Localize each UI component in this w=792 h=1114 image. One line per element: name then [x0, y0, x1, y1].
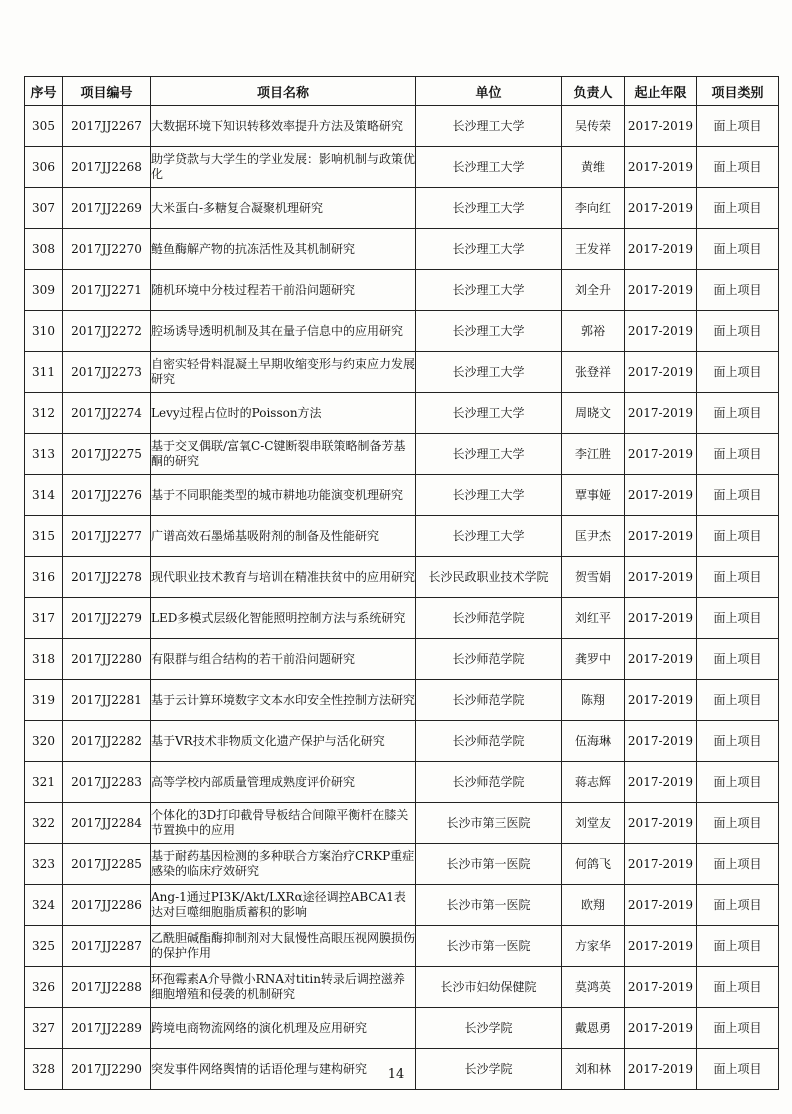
table-row: [25, 229, 779, 270]
project-unit: 长沙理工大学: [416, 434, 562, 475]
project-unit: 长沙理工大学: [416, 311, 562, 352]
project-code: 2017JJ2273: [63, 352, 151, 393]
project-leader: 王发祥: [562, 229, 625, 270]
row-number: 312: [25, 393, 63, 434]
row-number: 309: [25, 270, 63, 311]
table-row: [25, 926, 779, 967]
project-years: 2017-2019: [625, 557, 697, 598]
project-category: 面上项目: [697, 598, 779, 639]
project-name: 基于VR技术非物质文化遗产保护与活化研究: [151, 721, 416, 762]
project-name: 鲢鱼酶解产物的抗冻活性及其机制研究: [151, 229, 416, 270]
project-category: 面上项目: [697, 311, 779, 352]
project-years: 2017-2019: [625, 516, 697, 557]
project-unit: 长沙师范学院: [416, 680, 562, 721]
project-leader: 吴传荣: [562, 106, 625, 147]
project-code: 2017JJ2282: [63, 721, 151, 762]
project-leader: 伍海琳: [562, 721, 625, 762]
project-category: 面上项目: [697, 762, 779, 803]
table-row: [25, 434, 779, 475]
project-code: 2017JJ2269: [63, 188, 151, 229]
table-row: [25, 721, 779, 762]
project-leader: 刘全升: [562, 270, 625, 311]
project-category: 面上项目: [697, 229, 779, 270]
project-category: 面上项目: [697, 680, 779, 721]
row-number: 308: [25, 229, 63, 270]
project-leader: 匡尹杰: [562, 516, 625, 557]
project-category: 面上项目: [697, 352, 779, 393]
project-code: 2017JJ2286: [63, 885, 151, 926]
project-name: 助学贷款与大学生的学业发展：影响机制与政策优化: [151, 147, 416, 188]
project-category: 面上项目: [697, 1008, 779, 1049]
table-row: [25, 967, 779, 1008]
project-unit: 长沙理工大学: [416, 229, 562, 270]
project-code: 2017JJ2280: [63, 639, 151, 680]
project-code: 2017JJ2268: [63, 147, 151, 188]
project-name: 基于耐药基因检测的多种联合方案治疗CRKP重症感染的临床疗效研究: [151, 844, 416, 885]
project-unit: 长沙民政职业技术学院: [416, 557, 562, 598]
project-code: 2017JJ2287: [63, 926, 151, 967]
project-unit: 长沙理工大学: [416, 270, 562, 311]
project-unit: 长沙师范学院: [416, 721, 562, 762]
project-category: 面上项目: [697, 844, 779, 885]
row-number: 321: [25, 762, 63, 803]
project-unit: 长沙市妇幼保健院: [416, 967, 562, 1008]
row-number: 307: [25, 188, 63, 229]
row-number: 328: [25, 1049, 63, 1090]
row-number: 310: [25, 311, 63, 352]
row-number: 323: [25, 844, 63, 885]
project-unit: 长沙理工大学: [416, 352, 562, 393]
project-years: 2017-2019: [625, 188, 697, 229]
table-row: [25, 803, 779, 844]
row-number: 327: [25, 1008, 63, 1049]
project-table-container: [24, 76, 779, 1090]
table-row: [25, 188, 779, 229]
project-leader: 戴恩勇: [562, 1008, 625, 1049]
table-row: [25, 352, 779, 393]
project-name: Ang-1通过PI3K/Akt/LXRα途径调控ABCA1表达对巨噬细胞脂质蓄积的影响: [151, 885, 416, 926]
project-name: 基于云计算环境数字文本水印安全性控制方法研究: [151, 680, 416, 721]
project-years: 2017-2019: [625, 885, 697, 926]
project-leader: 刘和林: [562, 1049, 625, 1090]
project-category: 面上项目: [697, 967, 779, 1008]
header-code: 项目编号: [63, 77, 151, 106]
project-leader: 莫鸿英: [562, 967, 625, 1008]
row-number: 311: [25, 352, 63, 393]
project-category: 面上项目: [697, 516, 779, 557]
project-code: 2017JJ2290: [63, 1049, 151, 1090]
project-code: 2017JJ2277: [63, 516, 151, 557]
project-leader: 贺雪娟: [562, 557, 625, 598]
project-unit: 长沙师范学院: [416, 598, 562, 639]
project-unit: 长沙学院: [416, 1049, 562, 1090]
project-leader: 覃事娅: [562, 475, 625, 516]
project-years: 2017-2019: [625, 803, 697, 844]
row-number: 305: [25, 106, 63, 147]
project-name: Levy过程占位时的Poisson方法: [151, 393, 416, 434]
table-row: [25, 680, 779, 721]
project-code: 2017JJ2272: [63, 311, 151, 352]
table-row: [25, 475, 779, 516]
project-code: 2017JJ2276: [63, 475, 151, 516]
project-name: 跨境电商物流网络的演化机理及应用研究: [151, 1008, 416, 1049]
row-number: 317: [25, 598, 63, 639]
table-row: [25, 639, 779, 680]
project-category: 面上项目: [697, 1049, 779, 1090]
project-years: 2017-2019: [625, 680, 697, 721]
project-leader: 欧翔: [562, 885, 625, 926]
project-years: 2017-2019: [625, 639, 697, 680]
project-table: [24, 76, 779, 1090]
project-name: 现代职业技术教育与培训在精准扶贫中的应用研究: [151, 557, 416, 598]
row-number: 306: [25, 147, 63, 188]
project-years: 2017-2019: [625, 1008, 697, 1049]
project-name: 大数据环境下知识转移效率提升方法及策略研究: [151, 106, 416, 147]
project-years: 2017-2019: [625, 311, 697, 352]
table-row: [25, 844, 779, 885]
project-category: 面上项目: [697, 639, 779, 680]
project-category: 面上项目: [697, 188, 779, 229]
project-leader: 张登祥: [562, 352, 625, 393]
row-number: 314: [25, 475, 63, 516]
project-unit: 长沙理工大学: [416, 475, 562, 516]
project-years: 2017-2019: [625, 229, 697, 270]
header-years: 起止年限: [625, 77, 697, 106]
table-body: [25, 106, 779, 1090]
project-code: 2017JJ2274: [63, 393, 151, 434]
project-category: 面上项目: [697, 147, 779, 188]
project-years: 2017-2019: [625, 352, 697, 393]
table-row: [25, 885, 779, 926]
table-row: [25, 557, 779, 598]
project-code: 2017JJ2284: [63, 803, 151, 844]
header-unit: 单位: [416, 77, 562, 106]
project-years: 2017-2019: [625, 475, 697, 516]
project-name: 个体化的3D打印截骨导板结合间隙平衡杆在膝关节置换中的应用: [151, 803, 416, 844]
project-unit: 长沙市第一医院: [416, 844, 562, 885]
project-name: 乙酰胆碱酯酶抑制剂对大鼠慢性高眼压视网膜损伤的保护作用: [151, 926, 416, 967]
project-category: 面上项目: [697, 270, 779, 311]
project-leader: 龚罗中: [562, 639, 625, 680]
table-row: [25, 311, 779, 352]
project-code: 2017JJ2289: [63, 1008, 151, 1049]
project-category: 面上项目: [697, 803, 779, 844]
table-row: [25, 270, 779, 311]
project-leader: 方家华: [562, 926, 625, 967]
row-number: 320: [25, 721, 63, 762]
project-category: 面上项目: [697, 926, 779, 967]
project-unit: 长沙理工大学: [416, 106, 562, 147]
project-leader: 李向红: [562, 188, 625, 229]
project-name: LED多模式层级化智能照明控制方法与系统研究: [151, 598, 416, 639]
project-years: 2017-2019: [625, 147, 697, 188]
table-row: [25, 516, 779, 557]
project-name: 基于交叉偶联/富氧C-C键断裂串联策略制备芳基酮的研究: [151, 434, 416, 475]
project-category: 面上项目: [697, 475, 779, 516]
project-years: 2017-2019: [625, 598, 697, 639]
header-person: 负责人: [562, 77, 625, 106]
project-leader: 刘红平: [562, 598, 625, 639]
table-row: [25, 106, 779, 147]
project-name: 随机环境中分枝过程若干前沿问题研究: [151, 270, 416, 311]
project-name: 广谱高效石墨烯基吸附剂的制备及性能研究: [151, 516, 416, 557]
table-row: [25, 762, 779, 803]
table-header-row: [25, 77, 779, 106]
project-name: 高等学校内部质量管理成熟度评价研究: [151, 762, 416, 803]
project-unit: 长沙理工大学: [416, 516, 562, 557]
project-leader: 刘堂友: [562, 803, 625, 844]
project-unit: 长沙师范学院: [416, 639, 562, 680]
project-years: 2017-2019: [625, 106, 697, 147]
project-unit: 长沙市第三医院: [416, 803, 562, 844]
row-number: 318: [25, 639, 63, 680]
table-row: [25, 598, 779, 639]
row-number: 326: [25, 967, 63, 1008]
project-unit: 长沙学院: [416, 1008, 562, 1049]
row-number: 316: [25, 557, 63, 598]
project-code: 2017JJ2283: [63, 762, 151, 803]
project-name: 自密实轻骨料混凝土早期收缩变形与约束应力发展研究: [151, 352, 416, 393]
project-name: 基于不同职能类型的城市耕地功能演变机理研究: [151, 475, 416, 516]
project-leader: 陈翔: [562, 680, 625, 721]
project-years: 2017-2019: [625, 270, 697, 311]
project-category: 面上项目: [697, 885, 779, 926]
project-code: 2017JJ2270: [63, 229, 151, 270]
project-leader: 蒋志辉: [562, 762, 625, 803]
project-name: 环孢霉素A介导微小RNA对titin转录后调控滋养细胞增殖和侵袭的机制研究: [151, 967, 416, 1008]
header-no: 序号: [25, 77, 63, 106]
project-years: 2017-2019: [625, 844, 697, 885]
project-unit: 长沙理工大学: [416, 147, 562, 188]
project-name: 突发事件网络舆情的话语伦理与建构研究: [151, 1049, 416, 1090]
row-number: 324: [25, 885, 63, 926]
project-code: 2017JJ2281: [63, 680, 151, 721]
project-years: 2017-2019: [625, 967, 697, 1008]
project-years: 2017-2019: [625, 762, 697, 803]
project-code: 2017JJ2271: [63, 270, 151, 311]
row-number: 322: [25, 803, 63, 844]
project-leader: 李江胜: [562, 434, 625, 475]
table-row: [25, 1008, 779, 1049]
header-name: 项目名称: [151, 77, 416, 106]
row-number: 325: [25, 926, 63, 967]
project-name: 腔场诱导透明机制及其在量子信息中的应用研究: [151, 311, 416, 352]
project-code: 2017JJ2285: [63, 844, 151, 885]
table-row: [25, 393, 779, 434]
project-category: 面上项目: [697, 393, 779, 434]
row-number: 319: [25, 680, 63, 721]
page-number: 14: [387, 1067, 405, 1082]
project-category: 面上项目: [697, 557, 779, 598]
project-unit: 长沙市第一医院: [416, 926, 562, 967]
project-code: 2017JJ2275: [63, 434, 151, 475]
project-category: 面上项目: [697, 434, 779, 475]
project-leader: 黄维: [562, 147, 625, 188]
project-category: 面上项目: [697, 106, 779, 147]
row-number: 315: [25, 516, 63, 557]
project-name: 大米蛋白-多糖复合凝聚机理研究: [151, 188, 416, 229]
project-leader: 周晓文: [562, 393, 625, 434]
header-category: 项目类别: [697, 77, 779, 106]
project-leader: 何鸽飞: [562, 844, 625, 885]
row-number: 313: [25, 434, 63, 475]
project-unit: 长沙师范学院: [416, 762, 562, 803]
project-code: 2017JJ2288: [63, 967, 151, 1008]
project-code: 2017JJ2267: [63, 106, 151, 147]
project-code: 2017JJ2278: [63, 557, 151, 598]
project-years: 2017-2019: [625, 393, 697, 434]
project-unit: 长沙理工大学: [416, 188, 562, 229]
project-years: 2017-2019: [625, 434, 697, 475]
project-unit: 长沙市第一医院: [416, 885, 562, 926]
project-category: 面上项目: [697, 721, 779, 762]
project-name: 有限群与组合结构的若干前沿问题研究: [151, 639, 416, 680]
project-leader: 郭裕: [562, 311, 625, 352]
project-years: 2017-2019: [625, 721, 697, 762]
project-years: 2017-2019: [625, 926, 697, 967]
project-years: 2017-2019: [625, 1049, 697, 1090]
project-unit: 长沙理工大学: [416, 393, 562, 434]
project-code: 2017JJ2279: [63, 598, 151, 639]
table-row: [25, 147, 779, 188]
